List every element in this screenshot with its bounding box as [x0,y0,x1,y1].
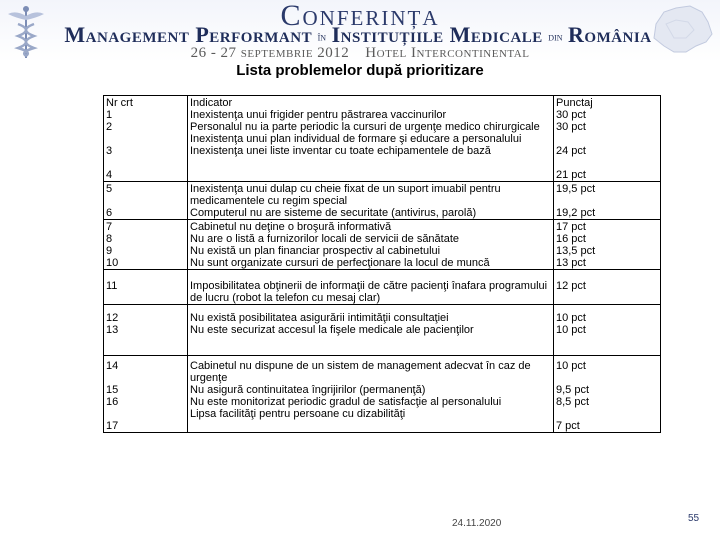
row-nr: 12 [106,312,119,324]
punctaj-cell [554,220,661,270]
row-indicator: Nu este monitorizat periodic gradul de satisfacţie al personalului [190,396,502,408]
nr-cell [104,270,188,305]
row-indicator: Nu există un plan financiar prospectiv al cabinetului [190,245,441,257]
row-nr: 4 [106,169,113,181]
table-row [104,305,661,356]
row-indicator: Inexistenţa unei liste inventar cu toate echipamentele de bază [190,145,491,157]
header-punctaj: Punctaj [556,97,593,109]
row-punctaj: 8,5 pct [556,396,590,408]
row-indicator: Inexistenţa unui plan individual de formare şi educare a personalului [190,133,522,145]
table-row [104,356,661,433]
row-punctaj: 10 pct [556,360,586,372]
page-title: Lista problemelor după prioritizare [236,62,484,79]
conference-dates: 26 - 27 septembrie 2012 [190,45,350,61]
row-punctaj: 9,5 pct [556,384,590,396]
row-nr: 13 [106,324,119,336]
row-indicator: Nu există posibilitatea asigurării intimităţii consultaţiei [190,312,449,324]
nr-cell [104,96,188,182]
row-indicator: Cabinetul nu deţine o broşură informativă [190,221,392,233]
row-indicator: Lipsa facilităţi pentru persoane cu dizabilităţi [190,408,406,420]
header-nr: Nr crt [106,97,133,109]
row-punctaj: 30 pct [556,109,586,121]
row-punctaj: 19,2 pct [556,207,596,219]
indicator-cell [188,220,554,270]
punctaj-cell [554,305,661,356]
subtitle-part3: România [568,22,652,47]
punctaj-cell [554,356,661,433]
punctaj-cell [554,182,661,220]
row-nr: 1 [106,109,113,121]
row-punctaj: 10 pct [556,324,586,336]
row-punctaj: 12 pct [556,280,586,292]
row-indicator: Inexistenţa unui dulap cu cheie fixat de un suport imuabil pentru medicamentele cu regim special [190,183,501,207]
row-punctaj: 21 pct [556,169,586,181]
row-nr: 2 [106,121,113,133]
subtitle-in: în [317,31,327,44]
row-punctaj: 13 pct [556,257,586,269]
row-nr: 9 [106,245,113,257]
indicator-cell [188,305,554,356]
row-punctaj: 7 pct [556,420,580,432]
conference-title: Conferința [280,0,440,32]
punctaj-cell [554,96,661,182]
subtitle-din: din [548,31,563,44]
row-nr: 7 [106,221,113,233]
header-indicator: Indicator [190,97,233,109]
problems-table [103,95,661,433]
row-nr: 10 [106,257,119,269]
row-indicator: Nu este securizat accesul la fişele medicale ale pacienţilor [190,324,474,336]
indicator-cell [188,356,554,433]
page-number: 55 [688,513,700,524]
punctaj-cell [554,270,661,305]
subtitle-part1: Management Performant [64,22,313,47]
row-punctaj: 19,5 pct [556,183,596,195]
nr-cell [104,356,188,433]
row-indicator: Cabinetul nu dispune de un sistem de management adecvat în caz de urgenţe [190,360,531,384]
row-punctaj: 16 pct [556,233,586,245]
table-row [104,270,661,305]
nr-cell [104,220,188,270]
row-indicator: Inexistenţa unui frigider pentru păstrarea vaccinurilor [190,109,447,121]
conference-banner [0,0,720,62]
row-indicator: Nu sunt organizate cursuri de perfecţionare la locul de muncă [190,257,490,269]
row-nr: 5 [106,183,113,195]
row-punctaj: 30 pct [556,121,586,133]
row-nr: 16 [106,396,119,408]
row-nr: 15 [106,384,119,396]
nr-cell [104,182,188,220]
row-punctaj: 10 pct [556,312,586,324]
table-row [104,220,661,270]
indicator-cell [188,182,554,220]
subtitle-part2: Instituțiile Medicale [331,22,543,47]
row-nr: 11 [106,280,118,292]
nr-cell [104,305,188,356]
row-indicator: Nu are o listă a furnizorilor locali de servicii de sănătate [190,233,460,245]
row-nr: 6 [106,207,113,219]
row-indicator: Computerul nu are sisteme de securitate (antivirus, parolă) [190,207,477,219]
footer-date: 24.11.2020 [452,518,502,529]
row-indicator: Personalul nu ia parte periodic la cursuri de urgenţe medico chirurgicale [190,121,540,133]
row-punctaj: 13,5 pct [556,245,596,257]
indicator-cell [188,270,554,305]
row-indicator: Nu asigură continuitatea îngrijirilor (permanenţă) [190,384,426,396]
table-row [104,182,661,220]
row-punctaj: 24 pct [556,145,586,157]
conference-date-line [0,45,720,62]
row-indicator: Imposibilitatea obţinerii de informaţii de către pacienţi înafara programului de lucru (robot la telefon cu mesaj clar) [190,280,548,304]
table-row [104,96,661,182]
row-nr: 14 [106,360,119,372]
row-nr: 3 [106,145,113,157]
indicator-cell [188,96,554,182]
row-punctaj: 17 pct [556,221,586,233]
conference-venue: Hotel Intercontinental [365,45,530,61]
row-nr: 17 [106,420,119,432]
row-nr: 8 [106,233,113,245]
